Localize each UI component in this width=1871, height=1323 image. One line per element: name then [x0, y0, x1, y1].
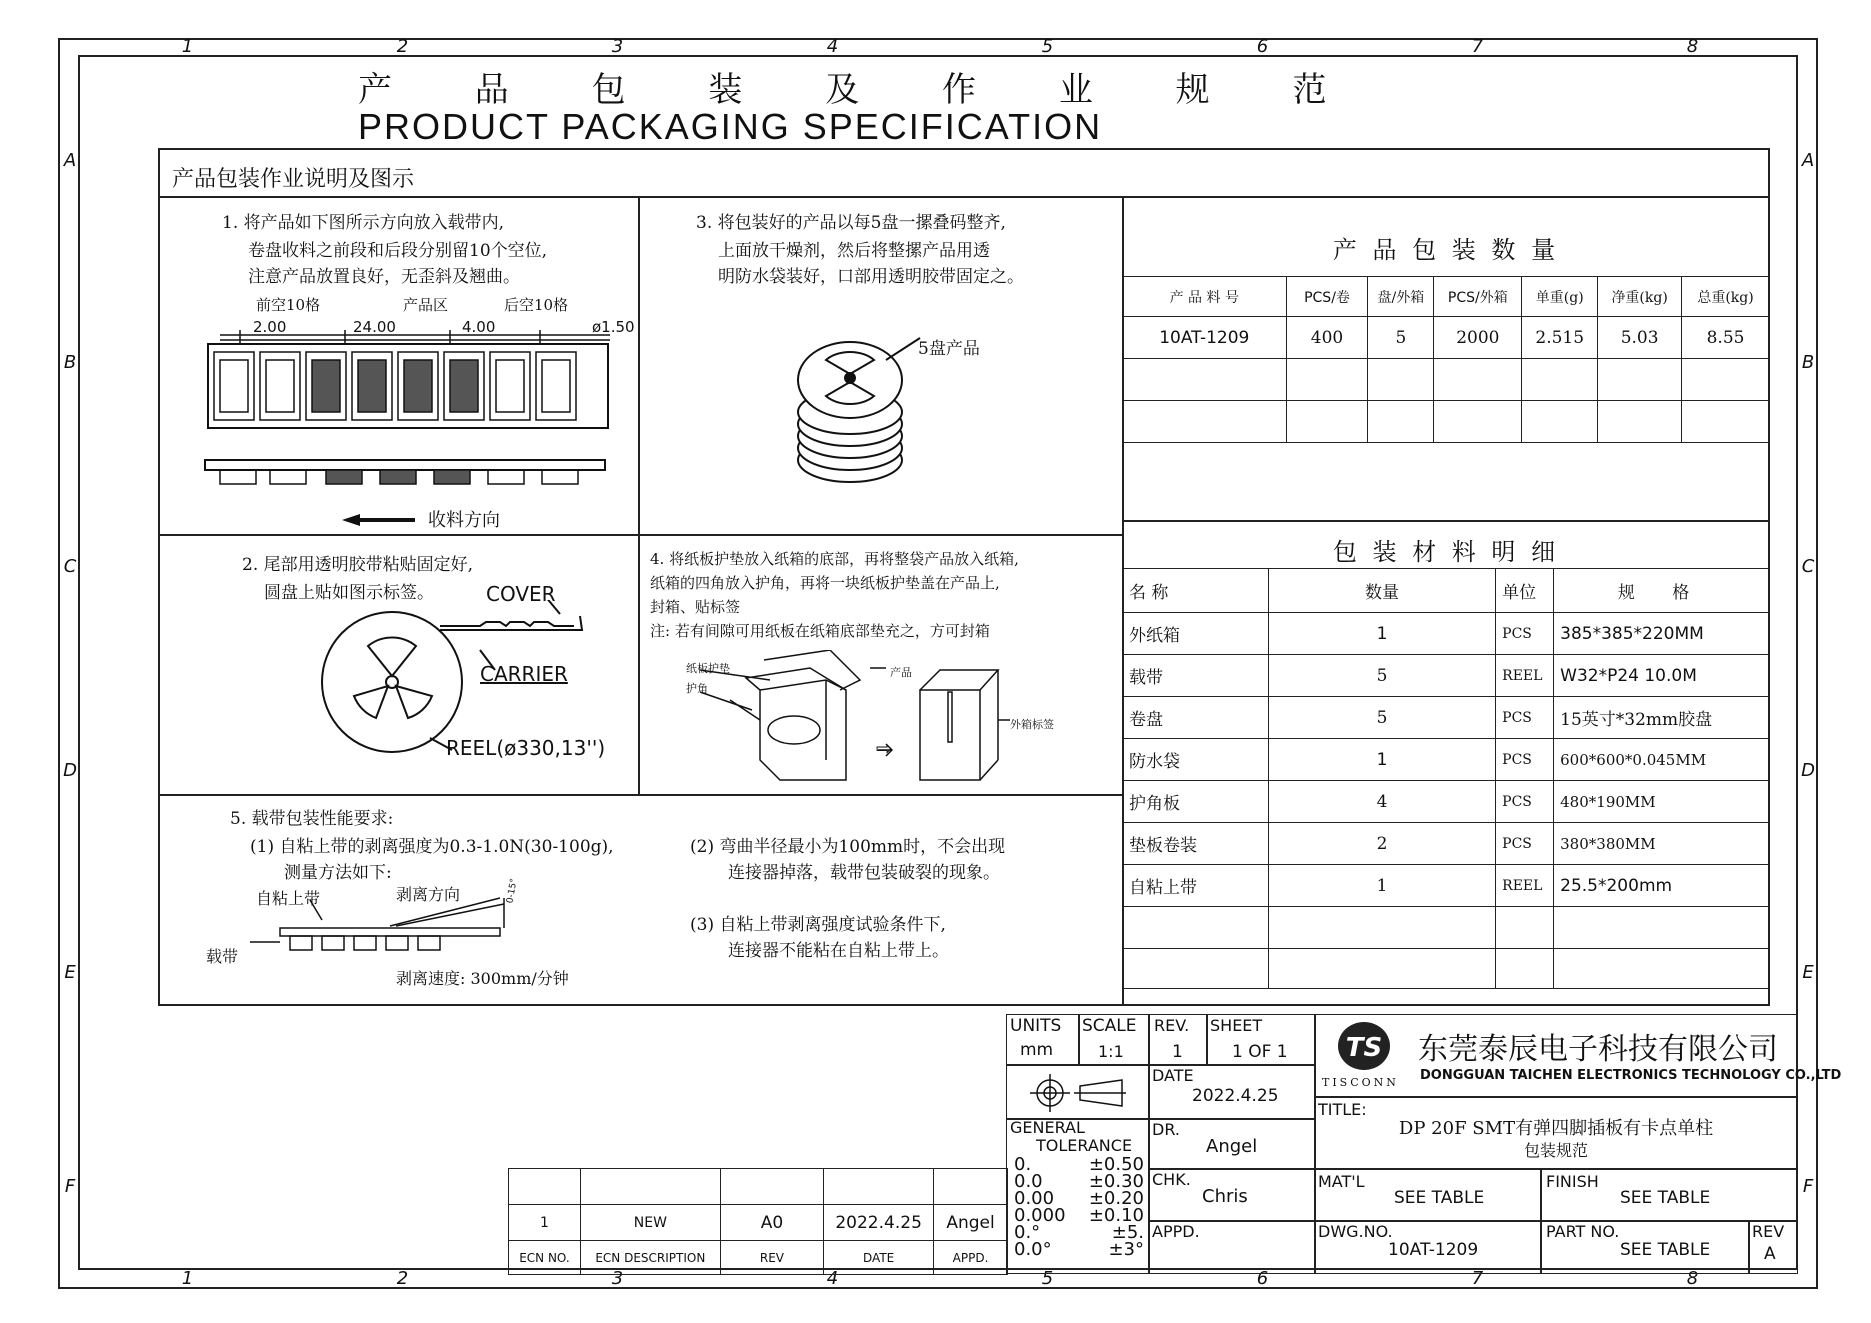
divider: [158, 196, 1770, 198]
rev-value: 1: [1172, 1042, 1183, 1062]
material-cell: REEL: [1496, 865, 1554, 907]
zone-col-6-bottom: 6: [1256, 1268, 1269, 1289]
qty-header: 总重(kg): [1682, 277, 1770, 317]
step5-item2-cont: 连接器掉落，载带包装破裂的现象。: [728, 863, 1000, 883]
tolerance-precision: 0.: [1014, 1154, 1032, 1175]
table-row: [1123, 949, 1770, 989]
tolerance-value: ±0.50: [1088, 1154, 1144, 1175]
material-cell: 护角板: [1123, 781, 1269, 823]
document-title-en: PRODUCT PACKAGING SPECIFICATION: [358, 106, 1103, 147]
dim-pitch: 24.00: [353, 318, 396, 336]
divider: [1078, 1014, 1080, 1066]
svg-text:⇨: ⇨: [876, 736, 893, 760]
material-cell: REEL: [1496, 655, 1554, 697]
zone-row-d-right: D: [1801, 760, 1815, 781]
ecn-cell: NEW: [580, 1205, 720, 1241]
zone-col-1-bottom: 1: [181, 1268, 194, 1289]
qty-cell: 2000: [1434, 317, 1522, 359]
zone-col-5: 5: [1041, 36, 1054, 57]
step1-line: 1. 将产品如下图所示方向放入载带内,: [222, 213, 505, 233]
corner-label: 护角: [686, 682, 708, 695]
dim-hole: ø1.50: [592, 318, 635, 336]
table-row: [509, 1205, 1008, 1241]
rear-empty-label: 后空10格: [504, 296, 569, 314]
feed-direction-label: 收料方向: [428, 510, 500, 531]
sheet-label: SHEET: [1210, 1016, 1263, 1035]
drawing-number-label: DWG.NO.: [1318, 1222, 1393, 1241]
table-row: [1123, 613, 1770, 655]
section-header: 产品包装作业说明及图示: [172, 167, 415, 192]
zone-row-b: B: [63, 352, 77, 373]
material-cell: PCS: [1496, 823, 1554, 865]
units-label: UNITS: [1010, 1016, 1062, 1036]
tolerance-list: [1014, 1156, 1144, 1258]
zone-row-c-right: C: [1801, 556, 1815, 577]
tolerance-value: ±0.10: [1088, 1205, 1144, 1226]
ecn-header: REV: [720, 1241, 823, 1275]
reel-label: REEL(ø330,13''): [446, 736, 606, 760]
qty-header: 单重(g): [1522, 277, 1598, 317]
material-header: 单位: [1496, 569, 1554, 613]
dim-width: 4.00: [462, 318, 496, 336]
table-row: [1123, 317, 1770, 359]
zone-col-3-bottom: 3: [611, 1268, 624, 1289]
part-number-label: PART NO.: [1546, 1222, 1620, 1241]
ecn-header: DATE: [824, 1241, 934, 1275]
material-cell: 卷盘: [1123, 697, 1269, 739]
reel-drawing: [320, 600, 620, 770]
quantity-table-title: 产 品 包 装 数 量: [1332, 236, 1560, 264]
cover-tape-label: 自粘上带: [256, 889, 321, 908]
drawing-title-line2: 包装规范: [1523, 1141, 1588, 1160]
material-cell: 载带: [1123, 655, 1269, 697]
front-empty-label: 前空10格: [256, 296, 321, 314]
peel-direction-label: 剥离方向: [396, 885, 461, 904]
qty-header: 净重(kg): [1598, 277, 1682, 317]
tolerance-value: ±0.30: [1088, 1171, 1144, 1192]
ecn-cell: 1: [509, 1205, 581, 1241]
ecn-cell: Angel: [934, 1205, 1008, 1241]
drawn-by-label: DR.: [1152, 1120, 1180, 1139]
step3-line: 明防水袋装好，口部用透明胶带固定之。: [718, 267, 1024, 287]
material-table-title: 包 装 材 料 明 细: [1332, 538, 1560, 566]
material-cell: 600*600*0.045MM: [1554, 739, 1770, 781]
ecn-header: ECN DESCRIPTION: [580, 1241, 720, 1275]
material-cell: 2: [1268, 823, 1495, 865]
step5-item1: (1) 自粘上带的剥离强度为0.3-1.0N(30-100g),: [250, 837, 614, 857]
scale-label: SCALE: [1082, 1016, 1137, 1036]
step2-line: 圆盘上贴如图示标签。: [264, 583, 434, 603]
table-row: [1123, 865, 1770, 907]
zone-col-4: 4: [826, 36, 839, 57]
zone-row-e-right: E: [1802, 962, 1814, 983]
scale-value: 1:1: [1098, 1042, 1124, 1061]
pad-label: 纸板护垫: [686, 662, 730, 675]
ecn-header: ECN NO.: [509, 1241, 581, 1275]
divider: [638, 196, 640, 796]
tolerance-precision: 0.000: [1014, 1205, 1066, 1226]
material-value: SEE TABLE: [1394, 1188, 1485, 1208]
divider: [1540, 1168, 1542, 1274]
step5-item3-cont: 连接器不能粘在自粘上带上。: [728, 941, 949, 961]
material-cell: 垫板卷装: [1123, 823, 1269, 865]
material-table: [1122, 568, 1770, 989]
table-row: [1123, 401, 1770, 443]
step2-line: 2. 尾部用透明胶带粘贴固定好,: [242, 555, 474, 575]
material-cell: 380*380MM: [1554, 823, 1770, 865]
peel-speed-label: 剥离速度: 300mm/分钟: [396, 969, 569, 988]
material-cell: 外纸箱: [1123, 613, 1269, 655]
reel-stack-label: 5盘产品: [918, 339, 980, 359]
qty-cell: 5.03: [1598, 317, 1682, 359]
table-row: [1123, 739, 1770, 781]
table-row: [1123, 823, 1770, 865]
peel-angle-label: 0-15°: [505, 877, 520, 905]
approved-by-label: APPD.: [1152, 1222, 1200, 1241]
qty-cell: 2.515: [1522, 317, 1598, 359]
step5-item2: (2) 弯曲半径最小为100mm时，不会出现: [690, 837, 1006, 857]
material-cell: 1: [1268, 739, 1495, 781]
tolerance-value: ±3°: [1108, 1239, 1144, 1260]
qty-cell: 400: [1286, 317, 1368, 359]
revision-value: A: [1764, 1244, 1776, 1264]
material-cell: 5: [1268, 655, 1495, 697]
qty-header: 盘/外箱: [1368, 277, 1434, 317]
divider: [1314, 1168, 1798, 1170]
material-cell: 385*385*220MM: [1554, 613, 1770, 655]
revision-label: REV: [1752, 1222, 1785, 1241]
projection-symbol-icon: [1030, 1072, 1130, 1114]
drawn-by-value: Angel: [1206, 1136, 1258, 1157]
step5-item1-method: 测量方法如下:: [284, 863, 392, 883]
checked-by-value: Chris: [1202, 1186, 1248, 1207]
cover-label: COVER: [486, 582, 556, 606]
sheet-value: 1 OF 1: [1232, 1042, 1288, 1062]
product-area-label: 产品区: [403, 296, 449, 314]
units-value: mm: [1020, 1040, 1054, 1060]
step1-line: 卷盘收料之前段和后段分别留10个空位,: [248, 241, 548, 261]
document-title-cn: 产 品 包 装 及 作 业 规 范: [358, 70, 1363, 110]
ecn-table: [508, 1168, 1008, 1275]
carton-packing-drawing: [660, 650, 1080, 790]
tolerance-value: ±5.: [1111, 1222, 1144, 1243]
qty-header: PCS/卷: [1286, 277, 1368, 317]
tolerance-label-2: TOLERANCE: [1036, 1136, 1133, 1155]
ecn-header: APPD.: [934, 1241, 1008, 1275]
rev-label: REV.: [1154, 1016, 1190, 1035]
table-row: [1123, 781, 1770, 823]
zone-col-7: 7: [1471, 36, 1484, 57]
divider: [1748, 1220, 1750, 1274]
box-label-text: 外箱标签: [1010, 718, 1054, 731]
peel-test-drawing: [250, 890, 530, 970]
zone-row-f-right: F: [1802, 1176, 1814, 1197]
material-cell: PCS: [1496, 697, 1554, 739]
qty-cell: 8.55: [1682, 317, 1770, 359]
table-row: [1123, 907, 1770, 949]
step4-line: 4. 将纸板护垫放入纸箱的底部，再将整袋产品放入纸箱,: [650, 550, 1019, 568]
date-value: 2022.4.25: [1192, 1086, 1279, 1106]
dim-pitch-small: 2.00: [253, 318, 287, 336]
qty-cell: 5: [1368, 317, 1434, 359]
divider: [1122, 520, 1770, 522]
zone-col-2: 2: [396, 36, 409, 57]
table-row: [1123, 655, 1770, 697]
material-header: 名 称: [1123, 569, 1269, 613]
material-cell: 5: [1268, 697, 1495, 739]
zone-row-a-right: A: [1801, 150, 1815, 171]
drawing-title-line1: DP 20F SMT有弹四脚插板有卡点单柱: [1398, 1118, 1714, 1139]
material-cell: W32*P24 10.0M: [1554, 655, 1770, 697]
material-cell: 480*190MM: [1554, 781, 1770, 823]
product-label: 产品: [890, 666, 912, 679]
zone-col-4-bottom: 4: [826, 1268, 839, 1289]
zone-col-3: 3: [611, 36, 624, 57]
material-cell: 15英寸*32mm胶盘: [1554, 697, 1770, 739]
logo-text: TISCONN: [1322, 1076, 1399, 1088]
zone-col-5-bottom: 5: [1041, 1268, 1054, 1289]
divider: [1206, 1014, 1208, 1066]
zone-col-7-bottom: 7: [1471, 1268, 1484, 1289]
divider: [1314, 1096, 1798, 1098]
material-cell: 4: [1268, 781, 1495, 823]
carrier-tape-drawing: [200, 310, 620, 530]
material-cell: 1: [1268, 613, 1495, 655]
table-row: [1123, 359, 1770, 401]
material-cell: 25.5*200mm: [1554, 865, 1770, 907]
carrier-tape-label: 载带: [206, 947, 239, 966]
zone-row-f: F: [64, 1176, 76, 1197]
material-cell: 1: [1268, 865, 1495, 907]
table-row: [509, 1169, 1008, 1205]
step3-line: 上面放干燥剂，然后将整摞产品用透: [718, 241, 990, 261]
logo-mark: TS: [1345, 1033, 1383, 1063]
company-name-cn: 东莞泰辰电子科技有限公司: [1418, 1032, 1778, 1067]
quantity-table: [1122, 276, 1770, 443]
zone-col-8: 8: [1686, 36, 1699, 57]
tolerance-label: GENERAL: [1010, 1118, 1085, 1137]
step4-line: 注: 若有间隙可用纸板在纸箱底部垫充之，方可封箱: [650, 622, 990, 640]
drawing-number-value: 10AT-1209: [1388, 1240, 1479, 1260]
zone-col-1: 1: [181, 36, 194, 57]
tolerance-precision: 0.00: [1014, 1188, 1055, 1209]
tolerance-row: [1014, 1241, 1144, 1258]
zone-row-b-right: B: [1801, 352, 1815, 373]
zone-col-8-bottom: 8: [1686, 1268, 1699, 1289]
table-row: [1123, 697, 1770, 739]
part-number-value: SEE TABLE: [1620, 1240, 1711, 1260]
checked-by-label: CHK.: [1152, 1170, 1191, 1189]
material-cell: 自粘上带: [1123, 865, 1269, 907]
tolerance-precision: 0.°: [1014, 1222, 1041, 1243]
tolerance-precision: 0.0: [1014, 1171, 1043, 1192]
carrier-label: CARRIER: [480, 662, 568, 686]
tolerance-precision: 0.0°: [1014, 1239, 1052, 1260]
step4-line: 封箱、贴标签: [650, 598, 741, 616]
step4-line: 纸箱的四角放入护角，再将一块纸板护垫盖在产品上,: [650, 574, 1000, 592]
qty-cell: 10AT-1209: [1123, 317, 1287, 359]
step1-line: 注意产品放置良好，无歪斜及翘曲。: [248, 267, 520, 287]
material-cell: PCS: [1496, 781, 1554, 823]
zone-row-e: E: [64, 962, 76, 983]
zone-row-c: C: [63, 556, 77, 577]
finish-value: SEE TABLE: [1620, 1188, 1711, 1208]
step5-item3: (3) 自粘上带剥离强度试验条件下,: [690, 915, 946, 935]
material-cell: PCS: [1496, 739, 1554, 781]
drawing-title-label: TITLE:: [1318, 1100, 1367, 1119]
zone-col-2-bottom: 2: [396, 1268, 409, 1289]
material-header: 规 格: [1554, 569, 1770, 613]
zone-row-d: D: [63, 760, 77, 781]
qty-header: 产 品 料 号: [1123, 277, 1287, 317]
finish-label: FINISH: [1546, 1172, 1599, 1191]
divider: [158, 794, 1122, 796]
material-header: 数量: [1268, 569, 1495, 613]
zone-col-6: 6: [1256, 36, 1269, 57]
divider: [158, 534, 1122, 536]
tolerance-value: ±0.20: [1088, 1188, 1144, 1209]
step3-line: 3. 将包装好的产品以每5盘一摞叠码整齐,: [696, 213, 1006, 233]
company-logo: [1322, 1018, 1422, 1088]
material-cell: 防水袋: [1123, 739, 1269, 781]
table-row: [509, 1241, 1008, 1275]
date-label: DATE: [1152, 1066, 1194, 1085]
company-name-en: DONGGUAN TAICHEN ELECTRONICS TECHNOLOGY CO.,LTD: [1420, 1068, 1842, 1083]
zone-row-a: A: [63, 150, 77, 171]
step5-title: 5. 载带包装性能要求:: [230, 809, 394, 829]
qty-header: PCS/外箱: [1434, 277, 1522, 317]
material-cell: PCS: [1496, 613, 1554, 655]
ecn-cell: A0: [720, 1205, 823, 1241]
material-label: MAT'L: [1318, 1172, 1365, 1191]
ecn-cell: 2022.4.25: [824, 1205, 934, 1241]
